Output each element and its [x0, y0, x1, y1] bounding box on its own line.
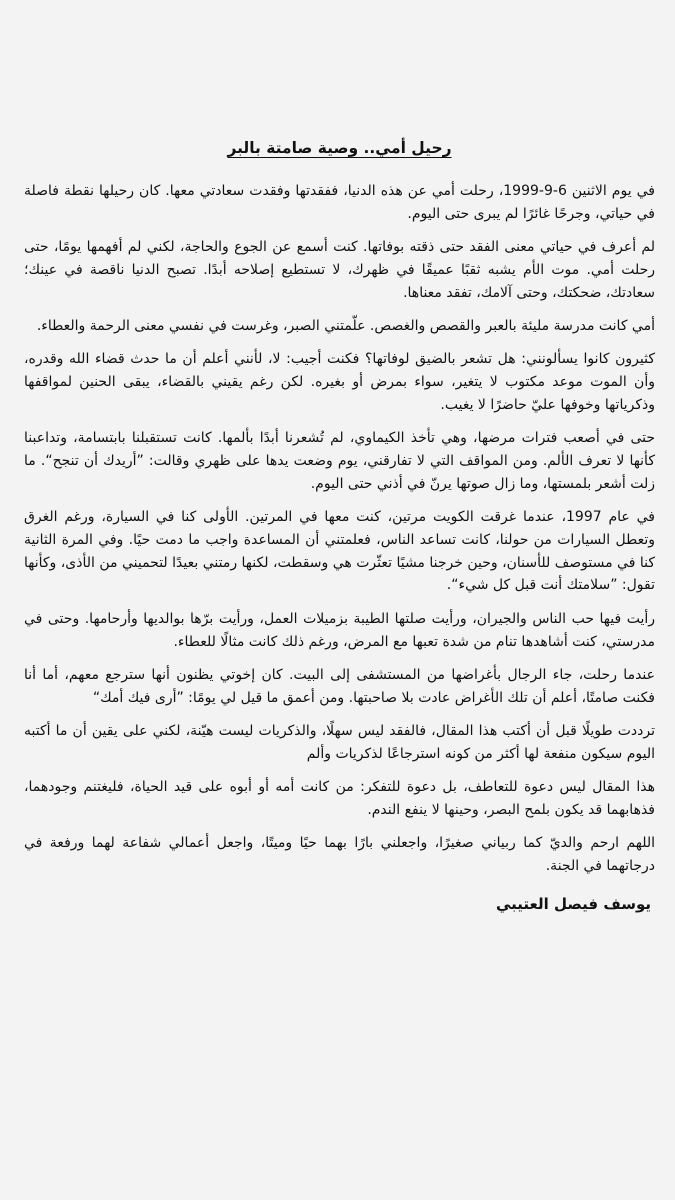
paragraph-7: رأيت فيها حب الناس والجيران، ورأيت صلتها الطيبة بزميلات العمل، ورأيت برّها بوالديها وأرحامها. وحتى في مدرستي، كنت أشاهدها تنام من شدة تعبها مع المرض، ورغم ذلك كانت مثالًا للعطاء.: [24, 610, 655, 650]
paragraph-6: في عام 1997، عندما غرقت الكويت مرتين، كنت معها في المرتين. الأولى كنا في السيارة، ورغم الغرق وتعطل السيارات من حولنا، كانت تساعد الناس، فعلمتني أن المساعدة واجب ما دمت حيًا. وفي المرة الثانية كنا في مستوصف للأسنان، وحين خرجنا مشيًا تعثّرت هي وسقطت، لكنها رمتني بعيدًا لتحميني من الأذى، وكأنها تقول: ”سلامتك أنت قبل كل شيء“.: [24, 509, 655, 594]
article-title: رحيل أمي.. وصية صامتة بالبر: [227, 139, 452, 157]
paragraph-10: هذا المقال ليس دعوة للتعاطف، بل دعوة للتفكر: من كانت أمه أو أبوه على قيد الحياة، فليغتنم وجودهما، فذهابهما قد يكون بلمح البصر، وحينها لا ينفع الندم.: [24, 779, 655, 818]
author-signature: يوسف فيصل العتيبي: [496, 894, 651, 913]
paragraph-2: لم أعرف في حياتي معنى الفقد حتى ذقته بوفاتها. كنت أسمع عن الجوع والحاجة، لكني لم أفهمها يومًا، حتى رحلت أمي. موت الأم يشبه ثقبًا عميقًا في ظهرك، لا تستطيع إصلاحه أبدًا. تصبح الدنيا ناقصة في عينك؛ سعادتك، ضحكتك، وحتى آلامك، تفقد معناها.: [24, 239, 655, 301]
paragraph-8: عندما رحلت، جاء الرجال بأغراضها من المستشفى إلى البيت. كان إخوتي يظنون أنها سترجع معهم، أما أنا فكنت صامتًا، أعلم أن تلك الأغراض عادت بلا صاحبتها. ومن أعمق ما قيل لي يومًا: ”أرى فيك أمك“: [24, 666, 655, 706]
paragraph-9: ترددت طويلًا قبل أن أكتب هذا المقال، فالفقد ليس سهلًا، والذكريات ليست هيّنة، لكني على يقين أن ما أكتبه اليوم سيكون منفعة لها أكثر من كونه استرجاعًا لذكريات وألم: [24, 722, 655, 762]
paragraph-11: اللهم ارحم والديّ كما ربياني صغيرًا، واجعلني بارًا بهما حيًا وميتًا، واجعل أعمالي شفاعة لهما ورفعة في درجاتهما في الجنة.: [24, 835, 655, 874]
paragraph-1: في يوم الاثنين 6-9-1999، رحلت أمي عن هذه الدنيا، ففقدتها وفقدت سعادتي معها. كان رحيلها نقطة فاصلة في حياتي، وجرحًا غائرًا لم يبرى حتى اليوم.: [24, 183, 655, 222]
paragraph-3: أمي كانت مدرسة مليئة بالعبر والقصص والغصص. علّمتني الصبر، وغرست في نفسي معنى الرحمة والعطاء.: [36, 317, 655, 334]
paragraph-5: حتى في أصعب فترات مرضها، وهي تأخذ الكيماوي، لم تُشعرنا أبدًا بألمها. كانت تستقبلنا بابتسامة، وتداعبنا كأنها لا تعرف الألم. ومن المواقف التي لا تفارقني، يوم وضعت يدها على ظهري وقالت: ”أريدك أن تنجح“. ما زلت أشعر بلمستها، وما زال صوتها يرنّ في أذني حتى اليوم.: [24, 430, 655, 492]
paragraph-4: كثيرون كانوا يسألونني: هل تشعر بالضيق لوفاتها؟ فكنت أجيب: لا، لأنني أعلم أن ما حدث قضاء الله وقدره، وأن الموت موعد مكتوب لا يتغير، سواء بمرض أو بغيره. لكن رغم يقيني بالقضاء، يبقى الحنين لمواقفها وذكرياتها وخوفها عليّ حاضرًا لا يغيب.: [24, 351, 655, 413]
